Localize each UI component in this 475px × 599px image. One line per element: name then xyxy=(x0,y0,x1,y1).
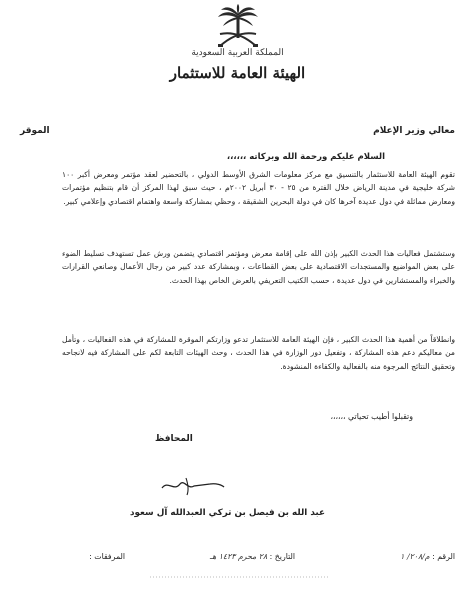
handwritten-signature xyxy=(158,470,228,498)
reference-date-value: ٢٨ محرم ١٤٢٣ هـ xyxy=(209,552,268,561)
reference-number-label: الرقم : xyxy=(432,552,455,561)
reference-number-value: م/٢٠٨/ ١ xyxy=(400,552,430,561)
closing-line: وتقبلوا أطيب تحياتي ،،،،،، xyxy=(330,412,413,421)
footer-dotted-line xyxy=(150,574,330,580)
kingdom-name: المملكة العربية السعودية xyxy=(191,48,284,58)
reference-attachments xyxy=(89,552,125,561)
recipient-honorific: الموقر xyxy=(20,126,50,136)
reference-attachments-label: المرفقات : xyxy=(89,552,125,561)
authority-name: الهيئة العامة للاستثمار xyxy=(169,64,306,82)
reference-date xyxy=(210,552,295,561)
signatory-title: المحافظ xyxy=(155,434,193,444)
signatory-name: عبد الله بن فيصل بن تركي العبدالله آل سعود xyxy=(130,508,326,518)
salutation: السلام عليكم ورحمة الله وبركاته ،،،،،، xyxy=(226,152,385,162)
palm-and-swords-emblem xyxy=(212,4,264,50)
body-paragraph-2: وستشتمل فعاليات هذا الحدث الكبير بإذن الله على إقامة معرض ومؤتمر اقتصادي يتضمن ورش عمل تستهدف تسليط الضوء على بعض المواضيع والمستجدات الاقتصادية على بعض القطاعات ، وبمشاركة عدد كبير من رجال الأعمال وصانعي القرارات والخبراء والمستشارين في دول عديدة ، حسب الكتيب التعريفي بالعرض الخاص بهذا الحدث. xyxy=(62,249,455,285)
reference-number xyxy=(400,552,455,561)
reference-row xyxy=(26,552,455,566)
body-paragraph-1: تقوم الهيئة العامة للاستثمار بالتنسيق مع مركز معلومات الشرق الأوسط الدولي ، بالتحضير لعقد مؤتمر ومعرض أكبر ١٠٠ شركة خليجية في مدينة الرياض خلال الفترة من ٢٥ - ٣٠ أبريل ٢٠٠٢م ، حيث سبق لهذا المركز أن قام بتنظيم مؤتمرات ومعارض مماثلة في دول عديدة آخرها كان في دولة البحرين الشقيقة ، وحظي بمشاركة واسعة واهتمام اقتصادي وإعلامي كبير. xyxy=(62,170,456,206)
body-paragraph-3: وانطلاقاً من أهمية هذا الحدث الكبير ، فإن الهيئة العامة للاستثمار تدعو وزارتكم الموقرة للمشاركة في هذه الفعاليات ، وتأمل من معاليكم دعم هذه المشاركة ، وتفعيل دور الوزارة في هذا الحدث ، وحث الهيئات التابعة لكم على المشاركة فيه لانجاحه وتحقيق النتائج المرجوة منه بالفعالية والكفاءة المنشودة. xyxy=(62,335,455,371)
reference-date-label: التاريخ : xyxy=(269,552,295,561)
recipient-name: معالي وزير الإعلام xyxy=(373,126,455,136)
